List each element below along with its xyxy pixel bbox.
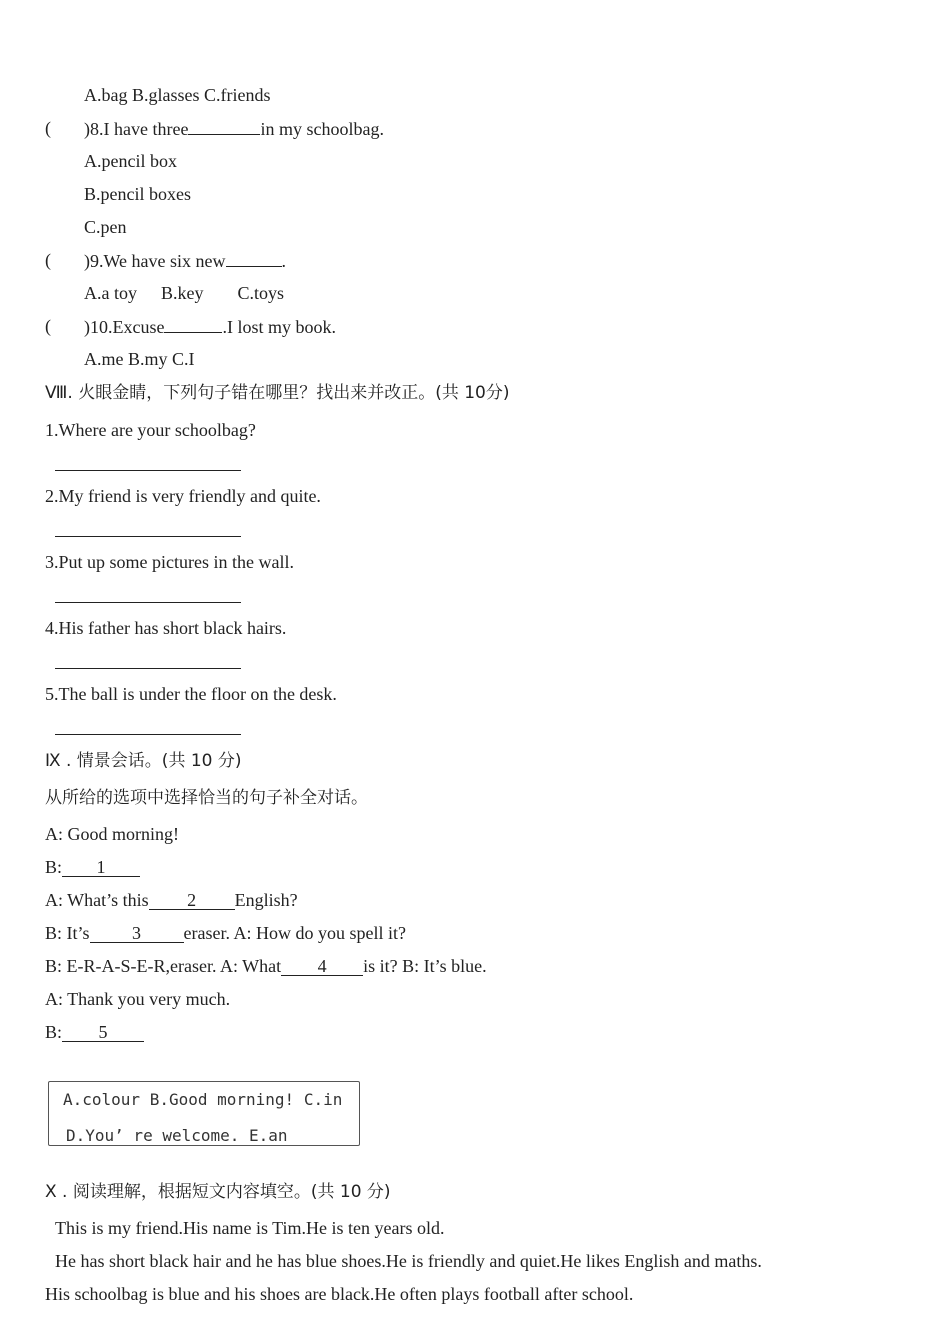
options-box-line-2: D.You’ re welcome. E.an xyxy=(66,1126,288,1145)
q8-stem: )8.I have three in my schoolbag. xyxy=(84,116,384,141)
dialogue-line-4: B: It’s 3 eraser. A: How do you spell it? xyxy=(45,923,406,943)
dialogue-blank-4[interactable]: 4 xyxy=(281,957,363,976)
section9-instruction: 从所给的选项中选择恰当的句子补全对话。 xyxy=(45,788,368,808)
q10-blank[interactable] xyxy=(164,314,222,333)
dialogue-blank-5[interactable]: 5 xyxy=(62,1023,144,1042)
q10-answer-paren: ( xyxy=(45,316,51,336)
dialogue-line-5: B: E-R-A-S-E-R,eraser. A: What 4 is it? B: It’s blue. xyxy=(45,956,487,976)
q7-options: A.bag B.glasses C.friends xyxy=(84,85,271,105)
section8-item-5: 5.The ball is under the floor on the desk. xyxy=(45,684,337,704)
section8-answer-line-3[interactable] xyxy=(55,602,241,603)
q9-options: A.a toy B.key C.toys xyxy=(84,283,285,303)
q9-blank[interactable] xyxy=(226,248,282,267)
section8-item-1: 1.Where are your schoolbag? xyxy=(45,420,256,440)
section8-answer-line-4[interactable] xyxy=(55,668,241,669)
q10-options: A.me B.my C.I xyxy=(84,349,195,369)
q10-stem: )10.Excuse .I lost my book. xyxy=(84,314,336,339)
q8-option-c: C.pen xyxy=(84,217,127,237)
section8-answer-line-1[interactable] xyxy=(55,470,241,471)
section8-item-3: 3.Put up some pictures in the wall. xyxy=(45,552,294,572)
section10-title: Ⅹ . 阅读理解，根据短文内容填空。(共 10 分) xyxy=(45,1182,391,1202)
section8-answer-line-2[interactable] xyxy=(55,536,241,537)
section8-answer-line-5[interactable] xyxy=(55,734,241,735)
dialogue-blank-3[interactable]: 3 xyxy=(90,924,184,943)
section8-item-2: 2.My friend is very friendly and quite. xyxy=(45,486,321,506)
dialogue-blank-2[interactable]: 2 xyxy=(149,891,235,910)
dialogue-line-2: B: 1 xyxy=(45,855,140,879)
section9-title: Ⅸ . 情景会话。(共 10 分) xyxy=(45,751,242,771)
dialogue-line-1: A: Good morning! xyxy=(45,824,179,844)
q8-blank[interactable] xyxy=(188,116,260,135)
q8-option-b: B.pencil boxes xyxy=(84,184,191,204)
section8-title: Ⅷ. 火眼金睛，下列句子错在哪里？找出来并改正。(共 10分) xyxy=(45,383,510,403)
dialogue-line-7: B: 5 xyxy=(45,1020,144,1044)
q9-answer-paren: ( xyxy=(45,250,51,270)
q8-answer-paren: ( xyxy=(45,118,51,138)
section8-item-4: 4.His father has short black hairs. xyxy=(45,618,287,638)
reading-paragraph-2: He has short black hair and he has blue shoes.He is friendly and quiet.He likes English and maths. xyxy=(55,1251,762,1271)
reading-paragraph-3: His schoolbag is blue and his shoes are black.He often plays football after school. xyxy=(45,1284,634,1304)
dialogue-line-6: A: Thank you very much. xyxy=(45,989,231,1009)
dialogue-blank-1[interactable]: 1 xyxy=(62,858,140,877)
dialogue-line-3: A: What’s this 2 English? xyxy=(45,890,298,910)
reading-paragraph-1: This is my friend.His name is Tim.He is ten years old. xyxy=(55,1218,445,1238)
q9-stem: )9.We have six new . xyxy=(84,248,286,273)
q8-option-a: A.pencil box xyxy=(84,151,177,171)
options-box-line-1: A.colour B.Good morning! C.in xyxy=(63,1090,343,1109)
